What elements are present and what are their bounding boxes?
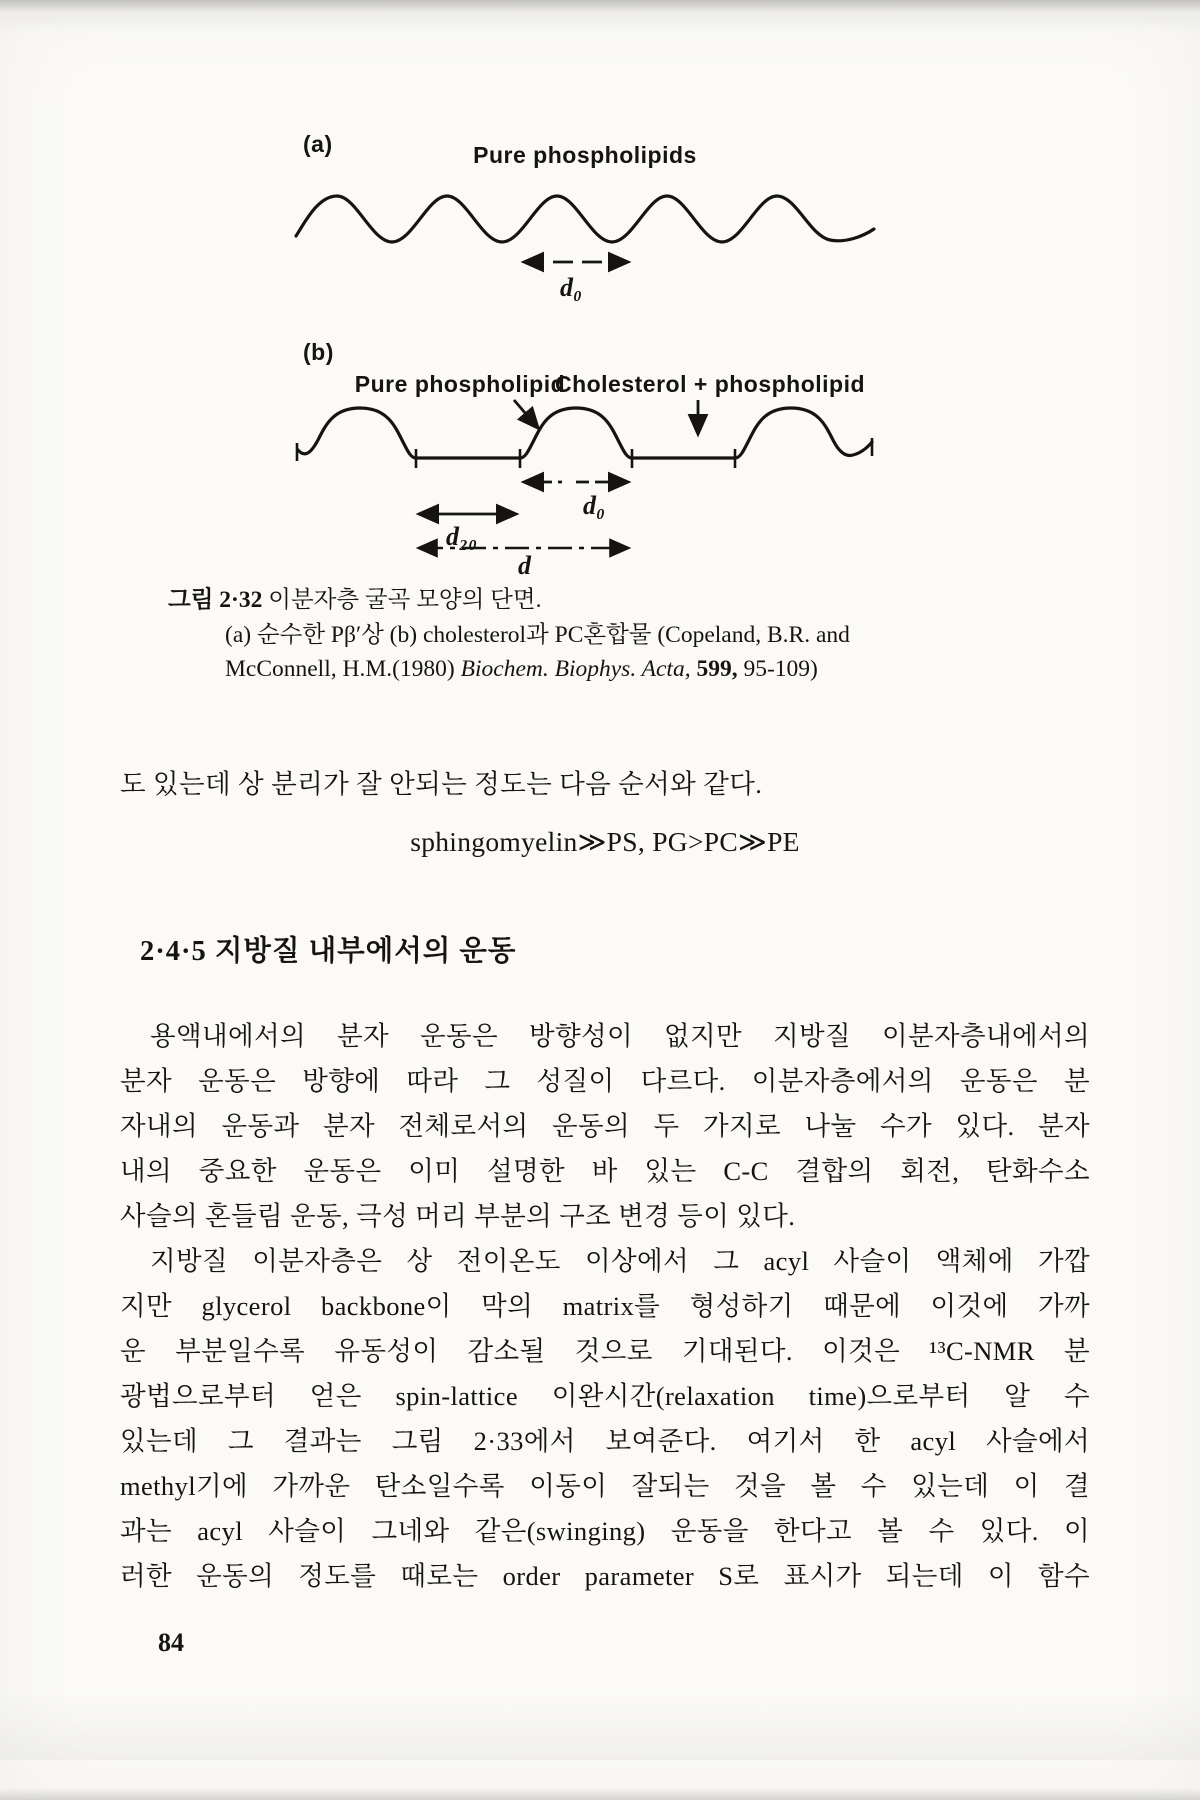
figure-caption-line2: (a) 순수한 Pβ′상 (b) cholesterol과 PC혼합물 (Copeland, B.R. and bbox=[225, 622, 850, 648]
caption-volume: 599, bbox=[690, 656, 738, 682]
body-line: 운 부분일수록 유동성이 감소될 것으로 기대된다. 이것은 ¹³C-NMR 분 bbox=[120, 1336, 1090, 1366]
d-label: d bbox=[518, 551, 531, 580]
body-line: 용액내에서의 분자 운동은 방향성이 없지만 지방질 이분자층내에서의 bbox=[150, 1021, 1090, 1051]
body-line: 과는 acyl 사슬이 그네와 같은(swinging) 운동을 한다고 볼 수 있다. 이 bbox=[120, 1516, 1090, 1546]
caption-reference-authors: McConnell, H.M.(1980) bbox=[225, 656, 461, 682]
panel-b-left-label: Pure phospholipid bbox=[354, 371, 566, 397]
figure-2-32 bbox=[0, 0, 1200, 580]
caption-journal-name: Biochem. Biophys. Acta, bbox=[460, 656, 691, 682]
section-heading: 2·4·5 지방질 내부에서의 운동 bbox=[140, 936, 517, 967]
caption-pages: 95-109) bbox=[737, 656, 818, 682]
body-line: 사슬의 혼들림 운동, 극성 머리 부분의 구조 변경 등이 있다. bbox=[120, 1201, 796, 1231]
body-line: 분자 운동은 방향에 따라 그 성질이 다르다. 이분자층에서의 운동은 분 bbox=[120, 1066, 1090, 1096]
wave-b-tick-marks bbox=[297, 438, 872, 468]
body-line: 있는데 그 결과는 그림 2·33에서 보여준다. 여기서 한 acyl 사슬에서 bbox=[120, 1426, 1090, 1456]
phase-separation-order-equation: sphingomyelin≫PS, PG>PC≫PE bbox=[410, 826, 800, 857]
body-line: 내의 중요한 운동은 이미 설명한 바 있는 C-C 결합의 회전, 탄화수소 bbox=[120, 1156, 1090, 1186]
panel-a-title: Pure phospholipids bbox=[473, 142, 697, 168]
figure-caption-number: 그림 2·32 bbox=[168, 587, 263, 613]
d0-label-panel-a: d₀ bbox=[560, 273, 583, 302]
d20-label: d₂₀ bbox=[446, 522, 478, 551]
wave-pure-phospholipids bbox=[296, 196, 874, 242]
panel-b-right-label: Cholesterol + phospholipid bbox=[554, 371, 866, 397]
body-line: methyl기에 가까운 탄소일수록 이동이 잘되는 것을 볼 수 있는데 이 결 bbox=[120, 1471, 1090, 1501]
figure-caption-line3 bbox=[225, 654, 818, 684]
figure-caption-title: 이분자층 굴곡 모양의 단면. bbox=[262, 587, 542, 613]
scan-smudge-bottom bbox=[0, 1690, 1200, 1760]
intro-line: 도 있는데 상 분리가 잘 안되는 정도는 다음 순서와 같다. bbox=[120, 769, 763, 799]
page-number: 84 bbox=[158, 1628, 184, 1657]
body-line: 광법으로부터 얻은 spin-lattice 이완시간(relaxation time)으로부터 알 수 bbox=[120, 1381, 1090, 1411]
panel-b-label: (b) bbox=[303, 339, 334, 365]
body-line: 지만 glycerol backbone이 막의 matrix를 형성하기 때문에 이것에 가까 bbox=[120, 1291, 1090, 1321]
panel-a-label: (a) bbox=[303, 131, 333, 157]
d0-label-panel-b: d₀ bbox=[583, 491, 606, 520]
body-paragraphs bbox=[120, 1014, 1090, 1599]
body-line: 지방질 이분자층은 상 전이온도 이상에서 그 acyl 사슬이 액체에 가깝 bbox=[150, 1246, 1090, 1276]
wave-mixed-bilayer bbox=[298, 408, 872, 458]
pure-phospholipid-pointer-arrow bbox=[514, 400, 538, 428]
body-line: 러한 운동의 정도를 때로는 order parameter S로 표시가 되는데 이 함수 bbox=[120, 1561, 1090, 1591]
figure-caption-line1 bbox=[168, 585, 541, 615]
scan-edge-bottom bbox=[0, 1788, 1200, 1800]
body-line: 자내의 운동과 분자 전체로서의 운동의 두 가지로 나눌 수가 있다. 분자 bbox=[120, 1111, 1090, 1141]
